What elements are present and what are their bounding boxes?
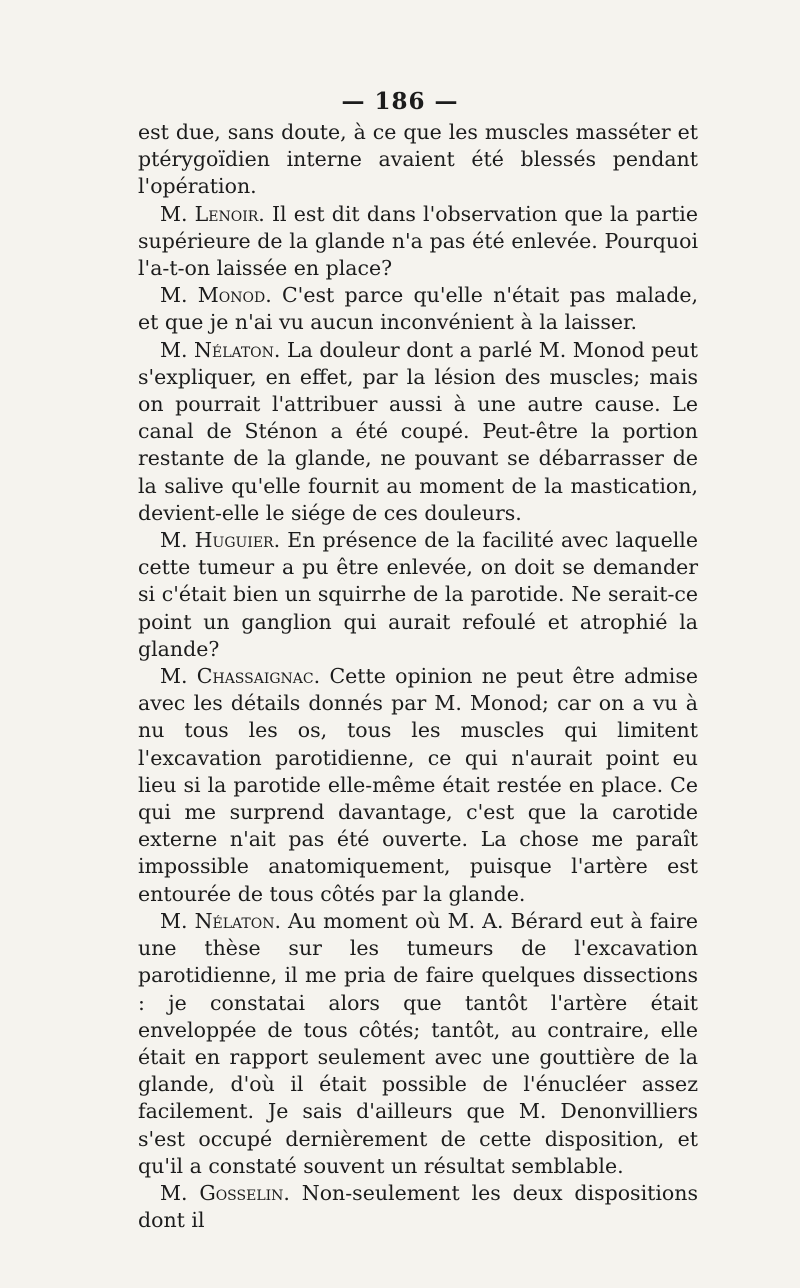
paragraph-text: Il est dit dans l'observation que la partie supérieure de la glande n'a pas été enlevée. Pourquoi l'a-t-on laissée en place?: [138, 201, 698, 281]
paragraph-text: Non-seulement les deux dispositions dont il: [138, 1180, 698, 1233]
speaker-name: M. Chassaignac.: [160, 664, 321, 689]
paragraph-huguier: [138, 527, 698, 663]
speaker-name: M. Lenoir.: [160, 201, 265, 226]
paragraph-gosselin: [138, 1180, 698, 1234]
paragraph-chassaignac: [138, 663, 698, 908]
paragraph-text: La douleur dont a parlé M. Monod peut s'expliquer, en effet, par la lésion des muscles; mais on pourrait l'attribuer aussi à une autre cause. Le canal de Sténon a été coupé. Peut-être la portion restante de la glande, ne pouvant se débarrasser de la salive qu'elle fournit au moment de la mastication, devient-elle le siége de ces douleurs.: [138, 337, 698, 525]
paragraph-nelaton-1: [138, 337, 698, 527]
speaker-name: M. Gosselin.: [160, 1180, 290, 1205]
speaker-name: M. Nélaton.: [160, 908, 281, 933]
speaker-name: M. Nélaton.: [160, 337, 281, 362]
paragraph-text: Cette opinion ne peut être admise avec les détails donnés par M. Monod; car on a vu à nu tous les os, tous les muscles qui limitent l'excavation parotidienne, ce qui n'aurait point eu lieu si la parotide elle-même était restée en place. Ce qui me surprend davantage, c'est que la carotide externe n'ait pas été ouverte. La chose me paraît impossible anatomiquement, puisque l'artère est entourée de tous côtés par la glande.: [138, 664, 698, 906]
speaker-name: M. Huguier.: [160, 528, 281, 553]
speaker-name: M. Monod.: [160, 283, 272, 308]
body-text: [138, 119, 698, 1234]
paragraph-text: En présence de la facilité avec laquelle cette tumeur a pu être enlevée, on doit se demander si c'était bien un squirrhe de la parotide. Ne serait-ce point un ganglion qui aurait refoulé et atrophié la glande?: [138, 528, 698, 661]
paragraph-text: C'est parce qu'elle n'était pas malade, et que je n'ai vu aucun inconvénient à la laisser.: [138, 283, 698, 335]
paragraph-monod: [138, 282, 698, 336]
paragraph-text: est due, sans doute, à ce que les muscles masséter et ptérygoïdien interne avaient été blessés pendant l'opération.: [138, 120, 698, 199]
paragraph-text: Au moment où M. A. Bérard eut à faire une thèse sur les tumeurs de l'excavation parotidienne, il me pria de faire quelques dissections : je constatai alors que tantôt l'artère était enveloppée de tous côtés; tantôt, au contraire, elle était en rapport seulement avec une gouttière de la glande, d'où il était possible de l'énucléer assez facilement. Je sais d'ailleurs que M. Denonvilliers s'est occupé dernièrement de cette disposition, et qu'il a constaté souvent un résultat semblable.: [138, 908, 698, 1178]
page-number: — 186 —: [341, 88, 459, 115]
paragraph-nelaton-2: [138, 908, 698, 1180]
paragraph-continuation: [138, 119, 698, 201]
paragraph-lenoir: [138, 201, 698, 283]
